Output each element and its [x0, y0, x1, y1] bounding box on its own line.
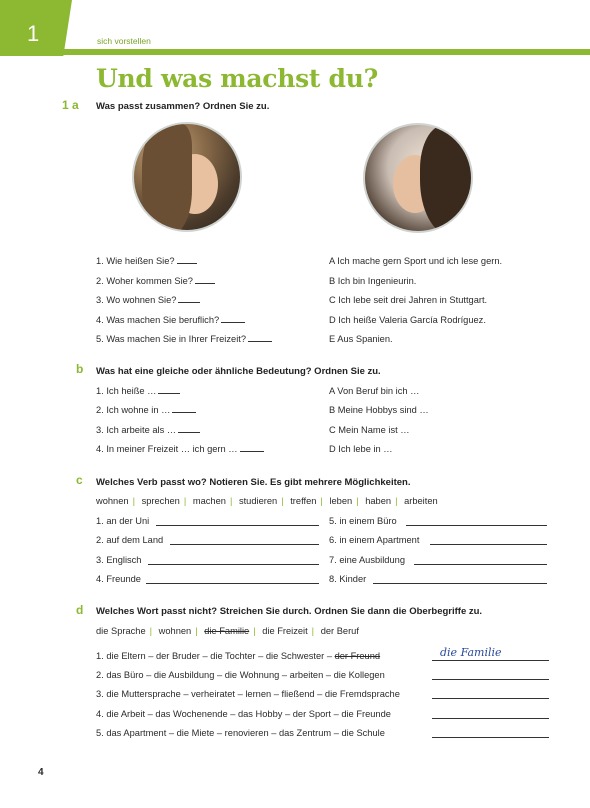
statement-b-3: 3. Ich arbeite als … — [96, 425, 200, 435]
answer-line — [432, 737, 549, 738]
chapter-number: 1 — [27, 21, 40, 46]
statement-b-4: 4. In meiner Freizeit … ich gern … — [96, 444, 264, 454]
verb: arbeiten — [404, 496, 438, 506]
page-title: Und was machst du? — [96, 64, 378, 93]
term: der Beruf — [320, 626, 359, 636]
item-d-4: 4. die Arbeit – das Wochenende – das Hobby – der Sport – die Freunde — [96, 709, 391, 719]
exercise-instruction-b: Was hat eine gleiche oder ähnliche Bedeutung? Ordnen Sie zu. — [96, 366, 381, 377]
answer-line — [170, 544, 319, 545]
phrase-c-5: 5. in einem Büro — [329, 516, 397, 526]
page-number: 4 — [38, 767, 44, 778]
phrase-c-1: 1. an der Uni — [96, 516, 150, 526]
phrase-c-2: 2. auf dem Land — [96, 535, 164, 545]
answer-1a-c: C Ich lebe seit drei Jahren in Stuttgart. — [329, 295, 488, 305]
answer-1a-a: A Ich mache gern Sport und ich lese gern. — [329, 256, 503, 266]
question-1a-4: 4. Was machen Sie beruflich? — [96, 315, 245, 325]
statement-b-2: 2. Ich wohne in … — [96, 405, 196, 415]
answer-line — [432, 718, 549, 719]
match-b-b: B Meine Hobbys sind … — [329, 405, 429, 415]
phrase-c-6: 6. in einem Apartment — [329, 535, 420, 545]
handwritten-answer: die Familie — [440, 646, 502, 659]
term: wohnen — [158, 626, 192, 636]
answer-line — [373, 583, 547, 584]
verb-list: wohnen | sprechen | machen | studieren | treffen | leben | haben | arbeiten — [96, 496, 438, 506]
exercise-label-1a: 1 a — [62, 98, 79, 112]
exercise-instruction-d: Welches Wort passt nicht? Streichen Sie durch. Ordnen Sie dann die Oberbegriffe zu. — [96, 606, 483, 617]
answer-line — [432, 660, 549, 661]
question-1a-2: 2. Woher kommen Sie? — [96, 276, 215, 286]
verb: haben — [365, 496, 392, 506]
answer-line — [148, 564, 319, 565]
term-list: die Sprache | wohnen | die Familie | die Freizeit | der Beruf — [96, 626, 359, 636]
match-b-c: C Mein Name ist … — [329, 425, 410, 435]
answer-1a-e: E Aus Spanien. — [329, 334, 393, 344]
term: die Freizeit — [262, 626, 308, 636]
verb: wohnen — [96, 496, 129, 506]
header-rule — [60, 49, 590, 55]
phrase-c-4: 4. Freunde — [96, 574, 141, 584]
answer-line — [432, 679, 549, 680]
verb: studieren — [238, 496, 278, 506]
term: die Sprache — [96, 626, 146, 636]
exercise-instruction-c: Welches Verb passt wo? Notieren Sie. Es gibt mehrere Möglichkeiten. — [96, 477, 411, 488]
item-d-3: 3. die Muttersprache – verheiratet – lernen – fließend – die Fremdsprache — [96, 689, 400, 699]
answer-line — [406, 525, 547, 526]
match-b-d: D Ich lebe in … — [329, 444, 393, 454]
exercise-instruction-1a: Was passt zusammen? Ordnen Sie zu. — [96, 101, 270, 112]
term: die Familie — [204, 626, 250, 636]
phrase-c-8: 8. Kinder — [329, 574, 367, 584]
answer-1a-b: B Ich bin Ingenieurin. — [329, 276, 417, 286]
question-1a-5: 5. Was machen Sie in Ihrer Freizeit? — [96, 334, 272, 344]
exercise-label-d: d — [76, 603, 84, 617]
item-d-1: 1. die Eltern – der Bruder – die Tochter – die Schwester – der Freund — [96, 651, 381, 661]
exercise-label-c: c — [76, 473, 83, 487]
phrase-c-3: 3. Englisch — [96, 555, 142, 565]
exercise-label-b: b — [76, 362, 84, 376]
answer-line — [430, 544, 547, 545]
verb: sprechen — [141, 496, 180, 506]
chapter-title: sich vorstellen — [97, 36, 151, 46]
woman-photo-right — [363, 123, 473, 233]
answer-line — [432, 698, 549, 699]
verb: machen — [192, 496, 226, 506]
question-1a-3: 3. Wo wohnen Sie? — [96, 295, 200, 305]
verb: leben — [329, 496, 353, 506]
phrase-c-7: 7. eine Ausbildung — [329, 555, 405, 565]
statement-b-1: 1. Ich heiße … — [96, 386, 180, 396]
verb: treffen — [290, 496, 317, 506]
answer-1a-d: D Ich heiße Valeria García Rodríguez. — [329, 315, 486, 325]
answer-line — [146, 583, 319, 584]
woman-photo-left — [132, 122, 242, 232]
match-b-a: A Von Beruf bin ich … — [329, 386, 420, 396]
item-d-2: 2. das Büro – die Ausbildung – die Wohnung – arbeiten – die Kollegen — [96, 670, 385, 680]
answer-line — [156, 525, 319, 526]
item-d-5: 5. das Apartment – die Miete – renovieren – das Zentrum – die Schule — [96, 728, 385, 738]
question-1a-1: 1. Wie heißen Sie? — [96, 256, 197, 266]
answer-line — [414, 564, 547, 565]
